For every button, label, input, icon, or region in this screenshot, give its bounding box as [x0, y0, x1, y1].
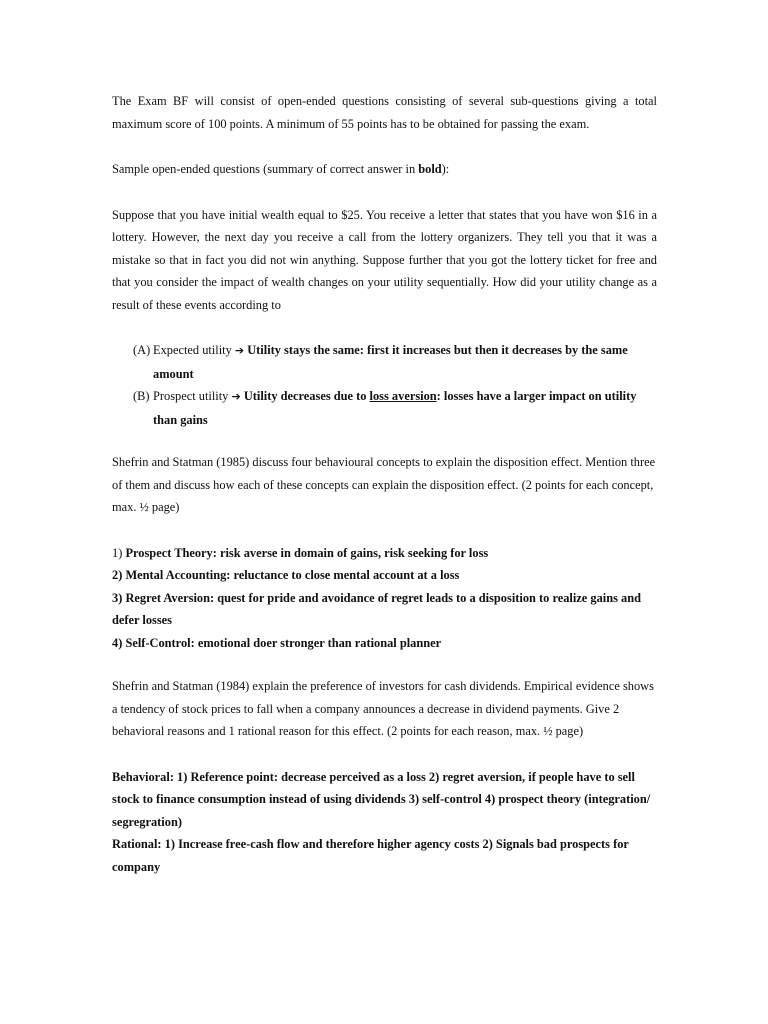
option-prefix: Expected utility — [153, 343, 232, 357]
sample-heading-prefix: Sample open-ended questions (summary of correct answer in — [112, 162, 419, 176]
option-answer: Utility decreases due to — [243, 389, 370, 403]
sample-heading-suffix: ): — [441, 162, 450, 176]
arrow-icon: ➔ — [231, 390, 241, 403]
question-3-behavioral-answer: Behavioral: 1) Reference point: decrease perceived as a loss 2) regret aversion, if people have to sell stock to finance consumption instead of using dividends 3) self-control 4) prospect theory (integration/ segregration) — [112, 769, 651, 829]
question-1-options — [112, 339, 657, 431]
answer-item — [112, 542, 657, 565]
sample-heading-bold-word: bold — [418, 162, 442, 176]
question-1-option-b — [112, 385, 657, 431]
question-3-text: Shefrin and Statman (1984) explain the preference of investors for cash dividends. Empirical evidence shows a tendency of stock prices to fall when a company announces a decrease in dividend payments. Give 2 behavioral reasons and 1 rational reason for this effect. (2 points for each reason, max. ½ page) — [112, 679, 654, 738]
sample-heading — [112, 158, 657, 181]
arrow-icon: ➔ — [234, 344, 245, 357]
answer-number: 2) — [112, 568, 123, 582]
answer-item — [112, 587, 657, 632]
question-2-text: Shefrin and Statman (1985) discuss four behavioural concepts to explain the disposition effect. Mention three of them and discuss how each of these concepts can explain the disposition effect. (2 points for each concept, max. ½ page) — [112, 455, 656, 514]
question-3-rational-answer: Rational: 1) Increase free-cash flow and therefore higher agency costs 2) Signals bad prospects for company — [112, 837, 629, 874]
question-2-answers — [112, 542, 657, 655]
answer-item — [112, 632, 657, 655]
answer-number: 1) — [112, 545, 123, 560]
answer-text: Mental Accounting: reluctance to close mental account at a loss — [125, 568, 460, 582]
option-label: (B) — [133, 389, 150, 403]
question-1-option-a — [112, 339, 657, 385]
option-answer: Utility stays the same: first it increases but then it decreases by the same amount — [153, 343, 628, 381]
answer-text: Regret Aversion: quest for pride and avoidance of regret leads to a disposition to realize gains and defer losses — [112, 590, 642, 627]
answer-text: Self-Control: emotional doer stronger than rational planner — [125, 635, 442, 650]
document-page — [112, 90, 657, 878]
option-answer-end: : losses have a larger impact on utility than gains — [153, 389, 637, 427]
option-label: (A) — [133, 343, 151, 357]
answer-text: Prospect Theory: risk averse in domain of gains, risk seeking for loss — [125, 545, 489, 560]
answer-number: 3) — [112, 590, 123, 605]
option-answer-underlined: loss aversion — [369, 389, 437, 403]
intro-paragraph: The Exam BF will consist of open-ended questions consisting of several sub-questions giving a total maximum score of 100 points. A minimum of 55 points has to be obtained for passing the exam. — [112, 94, 657, 131]
option-prefix: Prospect utility — [153, 389, 229, 403]
answer-number: 4) — [112, 635, 123, 650]
question-1-text: Suppose that you have initial wealth equal to $25. You receive a letter that states that you have won $16 in a lottery. However, the next day you receive a call from the lottery organizers. They tell you that it was a mistake so that in fact you did not win anything. Suppose further that you got the lottery ticket for free and that you consider the impact of wealth changes on your utility sequentially. How did your utility change as a result of these events according to — [112, 207, 657, 312]
answer-item — [112, 564, 657, 587]
